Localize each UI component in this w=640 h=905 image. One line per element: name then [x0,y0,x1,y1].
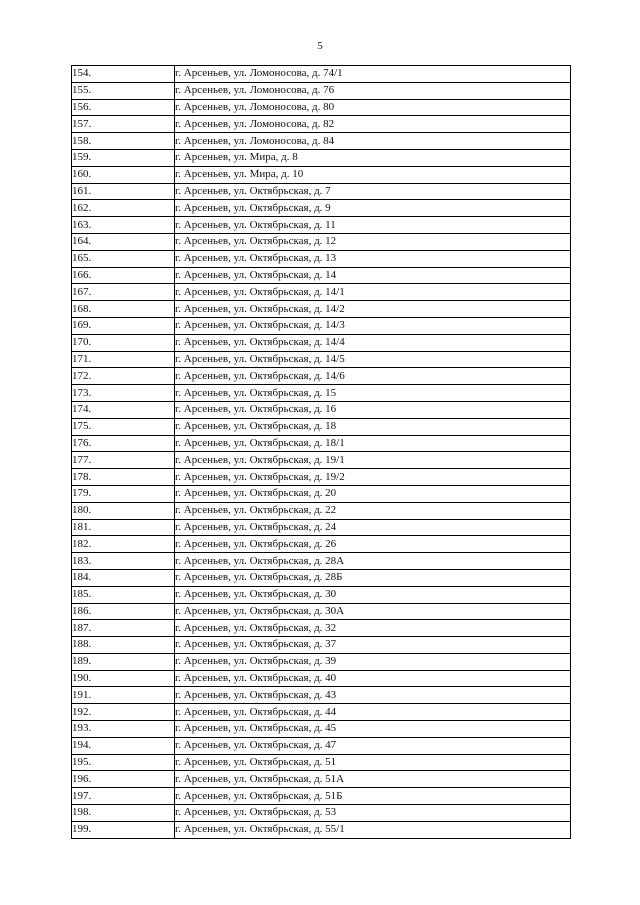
table-row [72,301,571,318]
row-address: г. Арсеньев, ул. Октябрьская, д. 14/3 [175,317,571,334]
row-address: г. Арсеньев, ул. Октябрьская, д. 14/1 [175,284,571,301]
table-row [72,418,571,435]
row-number: 167. [72,284,175,301]
row-number: 179. [72,485,175,502]
table-row [72,317,571,334]
row-number: 178. [72,469,175,486]
table-row [72,66,571,83]
row-number: 164. [72,233,175,250]
row-address: г. Арсеньев, ул. Октябрьская, д. 51А [175,771,571,788]
table-row [72,267,571,284]
row-number: 180. [72,502,175,519]
table-row [72,637,571,654]
table-row [72,385,571,402]
row-address: г. Арсеньев, ул. Ломоносова, д. 80 [175,99,571,116]
row-address: г. Арсеньев, ул. Октябрьская, д. 19/1 [175,452,571,469]
table-row [72,821,571,838]
table-row [72,485,571,502]
row-address: г. Арсеньев, ул. Октябрьская, д. 20 [175,485,571,502]
row-number: 182. [72,536,175,553]
table-row [72,166,571,183]
table-row [72,368,571,385]
row-address: г. Арсеньев, ул. Октябрьская, д. 7 [175,183,571,200]
table-row [72,704,571,721]
row-address: г. Арсеньев, ул. Октябрьская, д. 14 [175,267,571,284]
row-number: 195. [72,754,175,771]
row-number: 177. [72,452,175,469]
table-row [72,334,571,351]
row-number: 156. [72,99,175,116]
table-row [72,200,571,217]
table-row [72,553,571,570]
table-row [72,586,571,603]
row-address: г. Арсеньев, ул. Мира, д. 10 [175,166,571,183]
table-row [72,284,571,301]
address-table [71,65,571,839]
row-number: 197. [72,788,175,805]
row-number: 160. [72,166,175,183]
row-number: 172. [72,368,175,385]
page-number: 5 [317,40,323,52]
row-number: 191. [72,687,175,704]
row-address: г. Арсеньев, ул. Октябрьская, д. 19/2 [175,469,571,486]
row-number: 181. [72,519,175,536]
row-address: г. Арсеньев, ул. Октябрьская, д. 22 [175,502,571,519]
row-number: 192. [72,704,175,721]
row-number: 189. [72,653,175,670]
row-number: 173. [72,385,175,402]
row-number: 186. [72,603,175,620]
row-number: 176. [72,435,175,452]
table-row [72,653,571,670]
row-address: г. Арсеньев, ул. Октябрьская, д. 40 [175,670,571,687]
row-address: г. Арсеньев, ул. Октябрьская, д. 9 [175,200,571,217]
table-row [72,183,571,200]
table-row [72,687,571,704]
table-row [72,82,571,99]
table-row [72,737,571,754]
row-address: г. Арсеньев, ул. Октябрьская, д. 14/5 [175,351,571,368]
table-row [72,603,571,620]
row-number: 194. [72,737,175,754]
table-row [72,569,571,586]
row-address: г. Арсеньев, ул. Октябрьская, д. 39 [175,653,571,670]
row-number: 185. [72,586,175,603]
row-address: г. Арсеньев, ул. Октябрьская, д. 37 [175,637,571,654]
row-number: 193. [72,721,175,738]
row-address: г. Арсеньев, ул. Октябрьская, д. 11 [175,217,571,234]
row-address: г. Арсеньев, ул. Октябрьская, д. 43 [175,687,571,704]
row-address: г. Арсеньев, ул. Октябрьская, д. 51 [175,754,571,771]
table-row [72,452,571,469]
row-address: г. Арсеньев, ул. Октябрьская, д. 32 [175,620,571,637]
row-number: 168. [72,301,175,318]
row-number: 163. [72,217,175,234]
table-row [72,99,571,116]
row-address: г. Арсеньев, ул. Октябрьская, д. 30 [175,586,571,603]
table-row [72,233,571,250]
row-number: 157. [72,116,175,133]
row-address: г. Арсеньев, ул. Октябрьская, д. 12 [175,233,571,250]
table-row [72,502,571,519]
row-number: 158. [72,133,175,150]
row-number: 175. [72,418,175,435]
row-address: г. Арсеньев, ул. Октябрьская, д. 18 [175,418,571,435]
row-number: 159. [72,149,175,166]
row-address: г. Арсеньев, ул. Октябрьская, д. 51Б [175,788,571,805]
row-address: г. Арсеньев, ул. Ломоносова, д. 82 [175,116,571,133]
table-row [72,401,571,418]
row-address: г. Арсеньев, ул. Ломоносова, д. 76 [175,82,571,99]
row-address: г. Арсеньев, ул. Октябрьская, д. 26 [175,536,571,553]
table-row [72,469,571,486]
table-row [72,351,571,368]
table-row [72,149,571,166]
table-row [72,721,571,738]
row-number: 183. [72,553,175,570]
row-address: г. Арсеньев, ул. Октябрьская, д. 18/1 [175,435,571,452]
row-address: г. Арсеньев, ул. Октябрьская, д. 14/6 [175,368,571,385]
table-row [72,536,571,553]
row-number: 155. [72,82,175,99]
table-row [72,670,571,687]
row-address: г. Арсеньев, ул. Ломоносова, д. 74/1 [175,66,571,83]
row-address: г. Арсеньев, ул. Октябрьская, д. 24 [175,519,571,536]
row-number: 169. [72,317,175,334]
table-row [72,435,571,452]
row-number: 165. [72,250,175,267]
row-number: 166. [72,267,175,284]
row-address: г. Арсеньев, ул. Октябрьская, д. 55/1 [175,821,571,838]
row-address: г. Арсеньев, ул. Октябрьская, д. 16 [175,401,571,418]
row-number: 190. [72,670,175,687]
row-address: г. Арсеньев, ул. Октябрьская, д. 14/4 [175,334,571,351]
table-row [72,788,571,805]
row-address: г. Арсеньев, ул. Октябрьская, д. 47 [175,737,571,754]
table-row [72,805,571,822]
row-address: г. Арсеньев, ул. Октябрьская, д. 44 [175,704,571,721]
row-number: 198. [72,805,175,822]
address-table-body [72,66,571,839]
row-number: 161. [72,183,175,200]
row-address: г. Арсеньев, ул. Мира, д. 8 [175,149,571,166]
table-row [72,116,571,133]
table-row [72,754,571,771]
row-address: г. Арсеньев, ул. Ломоносова, д. 84 [175,133,571,150]
row-number: 187. [72,620,175,637]
row-number: 174. [72,401,175,418]
row-number: 196. [72,771,175,788]
row-number: 184. [72,569,175,586]
row-number: 199. [72,821,175,838]
table-row [72,620,571,637]
table-row [72,133,571,150]
table-row [72,250,571,267]
row-number: 154. [72,66,175,83]
table-row [72,519,571,536]
row-number: 171. [72,351,175,368]
row-address: г. Арсеньев, ул. Октябрьская, д. 30А [175,603,571,620]
row-number: 170. [72,334,175,351]
row-address: г. Арсеньев, ул. Октябрьская, д. 15 [175,385,571,402]
row-address: г. Арсеньев, ул. Октябрьская, д. 28А [175,553,571,570]
row-address: г. Арсеньев, ул. Октябрьская, д. 13 [175,250,571,267]
table-row [72,771,571,788]
row-address: г. Арсеньев, ул. Октябрьская, д. 45 [175,721,571,738]
row-number: 188. [72,637,175,654]
row-address: г. Арсеньев, ул. Октябрьская, д. 28Б [175,569,571,586]
row-number: 162. [72,200,175,217]
row-address: г. Арсеньев, ул. Октябрьская, д. 53 [175,805,571,822]
table-row [72,217,571,234]
row-address: г. Арсеньев, ул. Октябрьская, д. 14/2 [175,301,571,318]
